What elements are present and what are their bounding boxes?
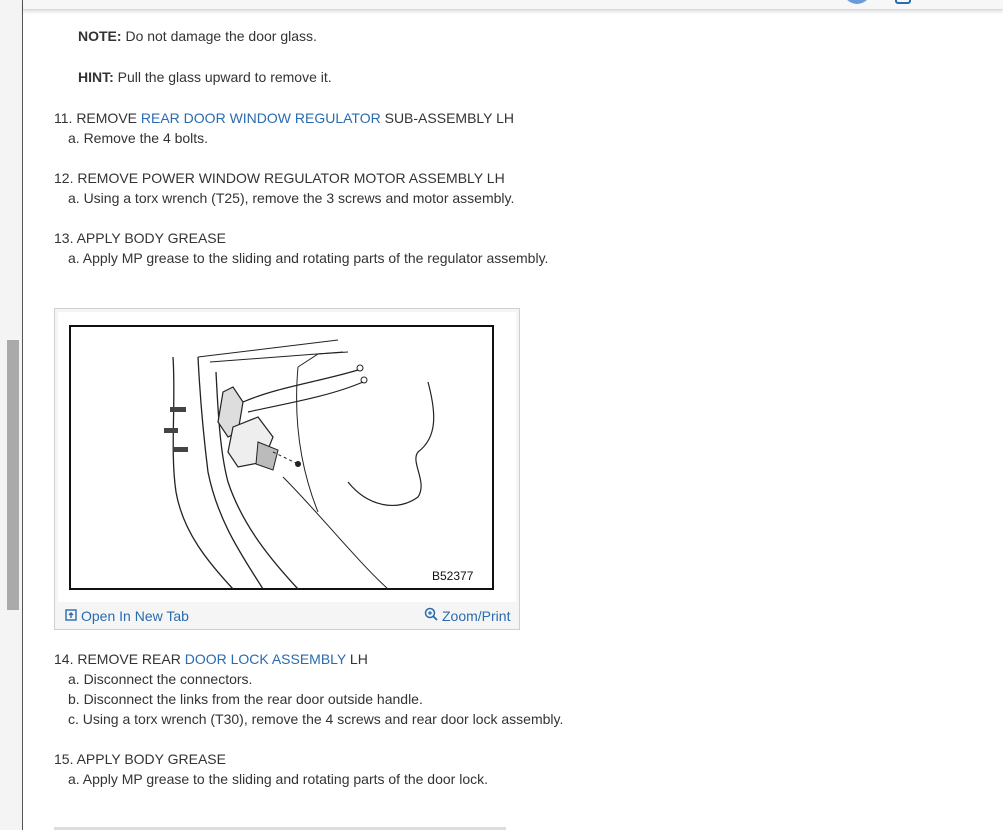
step-11-suffix: SUB-ASSEMBLY LH: [380, 110, 515, 126]
note-line: [78, 27, 317, 45]
step-14-suffix: LH: [346, 651, 368, 667]
step-13-substep-a: a. Apply MP grease to the sliding and rotating parts of the regulator assembly.: [68, 250, 549, 266]
rear-door-window-regulator-link[interactable]: REAR DOOR WINDOW REGULATOR: [140, 110, 381, 126]
step-12-heading: 12. REMOVE POWER WINDOW REGULATOR MOTOR ASSEMBLY LH: [54, 170, 505, 186]
step-14-heading: [54, 650, 368, 668]
door-lock-illustration: [58, 312, 516, 602]
step-11-prefix: 11. REMOVE: [54, 110, 141, 126]
hint-text: Pull the glass upward to remove it.: [113, 69, 332, 85]
zoom-icon: [424, 607, 438, 625]
step-14-prefix: 14. REMOVE REAR: [54, 651, 185, 667]
step-14-substep-b: b. Disconnect the links from the rear door outside handle.: [68, 691, 423, 707]
step-15-substep-a: a. Apply MP grease to the sliding and rotating parts of the door lock.: [68, 771, 488, 787]
figure-footer: [55, 603, 519, 629]
step-11-heading: [54, 109, 514, 127]
hint-line: [78, 68, 332, 86]
step-14-substep-c: c. Using a torx wrench (T30), remove the 4 screws and rear door lock assembly.: [68, 711, 564, 727]
open-new-tab-icon: [65, 607, 77, 625]
illustration-figure: [54, 308, 520, 630]
hint-label: HINT:: [78, 69, 114, 85]
note-text: Do not damage the door glass.: [121, 28, 317, 44]
illustration-image: [58, 312, 516, 602]
step-14-substep-a: a. Disconnect the connectors.: [68, 671, 253, 687]
note-label: NOTE:: [78, 28, 122, 44]
open-in-new-tab-button[interactable]: [65, 607, 189, 625]
zoom-print-label: Zoom/Print: [442, 608, 511, 624]
door-lock-assembly-link[interactable]: DOOR LOCK ASSEMBLY: [184, 651, 347, 667]
figure-code: B52377: [432, 569, 474, 583]
step-12-substep-a: a. Using a torx wrench (T25), remove the 3 screws and motor assembly.: [68, 190, 515, 206]
step-15-heading: 15. APPLY BODY GREASE: [54, 751, 226, 767]
step-13-heading: 13. APPLY BODY GREASE: [54, 230, 226, 246]
step-11-substep-a: a. Remove the 4 bolts.: [68, 130, 209, 146]
zoom-print-button[interactable]: [424, 607, 510, 625]
open-in-new-tab-label: Open In New Tab: [81, 608, 189, 624]
